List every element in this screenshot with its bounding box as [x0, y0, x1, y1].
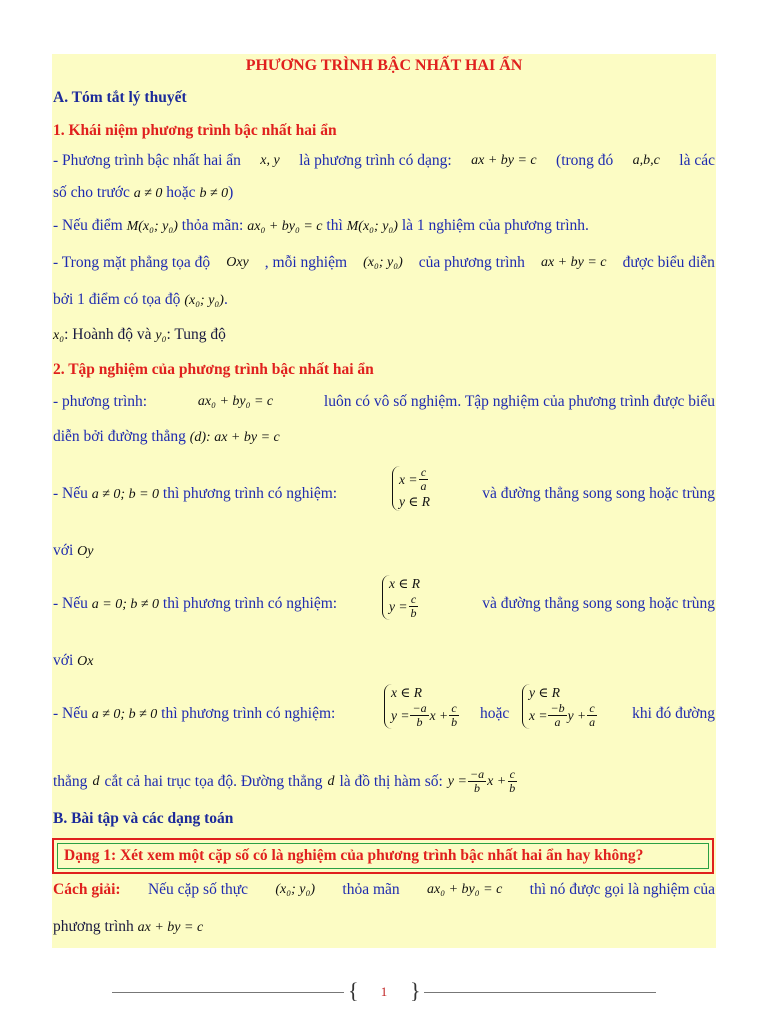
case3-text-1: - Nếu [53, 705, 88, 722]
paragraph-4 [53, 325, 715, 346]
fraction-denominator: a [589, 715, 596, 729]
p1-math-2: ax + by = c [471, 153, 537, 168]
p2-math-2: ax₀ + by₀ = c [247, 219, 323, 234]
fraction-denominator: b [451, 715, 458, 729]
case2-sys-line-1: x ∈ R [389, 576, 420, 591]
fraction-numerator: c [410, 592, 417, 606]
cach-giai-line-1 [53, 880, 715, 900]
cach-giai-math-1: (x₀; y₀) [275, 882, 316, 897]
p3-text-3: của phương trình [418, 254, 525, 271]
p3-math-1: Oxy [226, 255, 249, 270]
fraction-denominator: b [509, 781, 516, 795]
case3-f-mid: x + [487, 773, 507, 789]
cach-giai-math-2: ax₀ + by₀ = c [427, 882, 503, 897]
p1-text-6: hoặc [166, 184, 196, 201]
case2-fraction [408, 593, 418, 620]
case-2-tail: và đường thẳng song song hoặc trùng [482, 595, 715, 612]
p3-text-6: . [223, 291, 228, 308]
p1-text-5: số cho trước [53, 184, 130, 201]
cach-giai-text-2: thỏa mãn [342, 881, 400, 898]
p4-math-1: x₀ [53, 328, 65, 343]
p1-math-4: a ≠ 0 [133, 186, 163, 201]
p5-math-1: ax₀ + by₀ = c [197, 394, 274, 409]
fraction-numerator: c [420, 465, 427, 479]
case-3-tail: khi đó đường [632, 705, 715, 722]
case-3-system-2 [522, 684, 598, 729]
paragraph-5-line-2 [53, 427, 715, 448]
paragraph-5-line-1 [53, 392, 715, 412]
case-1-intro [53, 484, 393, 505]
case-3-intro [53, 704, 393, 725]
p3-text-4: được biểu diễn [622, 254, 715, 271]
p1-text-7: ) [228, 184, 234, 201]
case3-f-fraction-1 [468, 768, 486, 795]
fraction-denominator: a [554, 715, 561, 729]
case3-s1-line-1: x ∈ R [391, 685, 422, 700]
case3-math-3: d [327, 773, 335, 789]
case1-fraction [418, 466, 428, 493]
case-2-axis [53, 651, 715, 672]
p4-text-2: : Tung độ [166, 326, 226, 343]
case3-f-y: y = [447, 773, 467, 789]
footer-rule-left [112, 992, 344, 993]
section-a-heading: A. Tóm tắt lý thuyết [53, 89, 187, 106]
case3-s1-y: y = [391, 707, 410, 723]
heading-1: 1. Khái niệm phương trình bậc nhất hai ẩn [53, 122, 337, 139]
fraction-numerator: c [589, 701, 595, 715]
paragraph-3-line-1 [53, 253, 715, 273]
case2-math-2: Ox [77, 654, 94, 669]
footer-bracket-left: { [348, 978, 359, 1003]
p3-math-3: ax + by = c [540, 255, 607, 270]
case3-math-1: a ≠ 0; b ≠ 0 [91, 707, 158, 722]
case1-text-1: - Nếu [53, 485, 88, 502]
case1-text-4: với [53, 542, 74, 559]
case-1-tail: và đường thẳng song song hoặc trùng [482, 485, 715, 502]
cach-giai-text-4: phương trình [53, 918, 134, 935]
p1-math-1: x, y [260, 153, 280, 168]
case2-math-1: a = 0; b ≠ 0 [91, 597, 160, 612]
case-2-intro [53, 594, 393, 615]
case3-text-7: là đồ thị hàm số: [339, 772, 443, 790]
cach-giai-text-3: thì nó được gọi là nghiệm của [529, 881, 715, 898]
case3-s2-mid: y + [567, 707, 587, 723]
fraction-numerator: −a [412, 701, 427, 715]
case3-s1-fraction-2 [449, 702, 459, 729]
p2-text-1: - Nếu điểm [53, 217, 123, 234]
case3-s2-fraction-2 [587, 702, 597, 729]
case2-text-1: - Nếu [53, 595, 88, 612]
p3-math-4: (x₀; y₀) [184, 293, 224, 308]
case3-math-2: d [92, 773, 100, 789]
case3-function [448, 768, 518, 795]
case-3-system-1 [384, 684, 460, 729]
p5-text-3: diễn bởi đường thẳng [53, 428, 186, 445]
p2-text-2: thỏa mãn: [181, 217, 244, 234]
case1-text-2: thì phương trình có nghiệm: [162, 485, 338, 502]
p5-text-1: - phương trình: [53, 393, 148, 410]
paragraph-1-line-1 [53, 151, 715, 171]
case-3-line-2 [53, 768, 715, 795]
p2-math-3: M(x₀; y₀) [346, 219, 398, 234]
footer-rule-right [424, 992, 656, 993]
case3-text-2: thì phương trình có nghiệm: [161, 705, 336, 722]
p2-text-4: là 1 nghiệm của phương trình. [401, 217, 589, 234]
p1-text-2: là phương trình có dạng: [299, 152, 452, 169]
case-2-system [382, 575, 420, 620]
cach-giai-text-1: Nếu cặp số thực [147, 881, 249, 898]
case-1-system [392, 466, 430, 511]
paragraph-3-line-2 [53, 290, 715, 311]
p4-text-1: : Hoành độ và [64, 326, 152, 343]
p3-text-2: , mỗi nghiệm [264, 254, 348, 271]
p1-text-3: (trong đó [556, 152, 614, 169]
p1-math-5: b ≠ 0 [199, 186, 229, 201]
case1-sys-line-2: y ∈ R [399, 494, 430, 509]
case1-math-1: a ≠ 0; b = 0 [91, 487, 160, 502]
p1-math-3: a,b,c [632, 153, 660, 168]
case1-math-2: Oy [77, 544, 94, 559]
fraction-denominator: b [410, 606, 417, 620]
case3-s2-line-1: y ∈ R [529, 685, 560, 700]
cach-giai-label: Cách giải: [53, 881, 121, 898]
case2-text-4: với [53, 652, 74, 669]
fraction-denominator: b [416, 715, 423, 729]
dang-1-heading: Dạng 1: Xét xem một cặp số có là nghiệm của phương trình bậc nhất hai ẩn hay không? [57, 843, 709, 869]
case3-s2-fraction-1 [548, 702, 566, 729]
p2-text-3: thì [326, 217, 343, 234]
fraction-numerator: c [451, 701, 457, 715]
p5-math-2: (d): ax + by = c [189, 430, 280, 445]
cach-giai-math-3: ax + by = c [137, 920, 204, 935]
p5-text-2: luôn có vô số nghiệm. Tập nghiệm của phương trình được biểu [323, 393, 715, 410]
case3-s2-x: x = [529, 707, 548, 723]
case2-text-2: thì phương trình có nghiệm: [162, 595, 338, 612]
heading-2: 2. Tập nghiệm của phương trình bậc nhất hai ẩn [53, 361, 374, 378]
case3-s1-mid: x + [429, 707, 449, 723]
case3-f-fraction-2 [507, 768, 517, 795]
footer-bracket-right: } [410, 978, 421, 1003]
p1-text-1: - Phương trình bậc nhất hai ẩn [53, 152, 241, 169]
cach-giai-line-2 [53, 917, 715, 938]
p3-text-1: - Trong mặt phẳng tọa độ [53, 254, 211, 271]
case2-sys-line-2: y = [389, 598, 408, 614]
paragraph-2 [53, 216, 715, 237]
p3-math-2: (x₀; y₀) [363, 255, 403, 270]
dang-1-box [52, 838, 714, 874]
fraction-numerator: c [509, 767, 515, 781]
section-b-heading: B. Bài tập và các dạng toán [53, 810, 234, 827]
case3-text-6: cắt cả hai trục tọa độ. Đường thẳng [104, 772, 323, 790]
case3-s1-fraction-1 [410, 702, 428, 729]
p3-text-5: bởi 1 điểm có tọa độ [53, 291, 181, 308]
fraction-numerator: −a [469, 767, 485, 781]
fraction-denominator: a [420, 479, 427, 493]
page-title: PHƯƠNG TRÌNH BẬC NHẤT HAI ẨN [245, 57, 523, 74]
fraction-numerator: −b [550, 701, 565, 715]
paragraph-1-line-2 [53, 183, 715, 204]
page-number: 1 [380, 984, 388, 999]
case3-text-5: thẳng [53, 772, 88, 790]
p2-math-1: M(x₀; y₀) [126, 219, 178, 234]
case-3-or: hoặc [480, 705, 510, 722]
case-1-axis [53, 541, 715, 562]
case1-sys-line-1: x = [399, 471, 418, 487]
p4-math-2: y₀ [155, 328, 167, 343]
p1-text-4: là các [679, 152, 715, 169]
fraction-denominator: b [474, 781, 481, 795]
